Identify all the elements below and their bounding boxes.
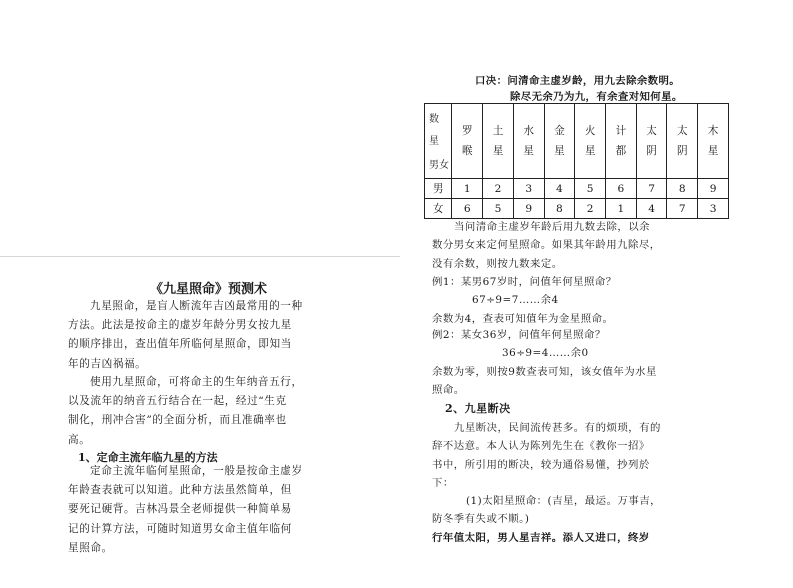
star-header-cell bbox=[544, 104, 575, 179]
star-header-cell bbox=[575, 104, 606, 179]
table-cell: 5 bbox=[575, 179, 606, 199]
table-cell: 2 bbox=[483, 179, 514, 199]
text-line: 年的吉凶祸福。 bbox=[68, 357, 147, 370]
row-label: 女 bbox=[425, 199, 452, 219]
male-row bbox=[425, 179, 729, 199]
section1-paragraph bbox=[68, 462, 368, 558]
star-header-cell bbox=[606, 104, 637, 179]
example-question: 例2：某女36岁，问值年何星照命？ bbox=[432, 329, 606, 341]
text-line: (1)太阳星照命：(吉星，最运。万事吉， bbox=[466, 495, 662, 507]
text-line: 没有余数，则按九数来定。 bbox=[432, 257, 563, 270]
text-line: 九星断决，民间流传甚多。有的烦琐，有的 bbox=[454, 422, 661, 434]
table-cell: 8 bbox=[667, 179, 698, 199]
star-header-cell bbox=[513, 104, 544, 179]
example-answer: 余数为零，则按9数查表可知，该女值年为水星 bbox=[432, 365, 657, 378]
table-cell: 1 bbox=[452, 179, 483, 199]
text-line: 定命主流年临何星照命，一般是按命主虚岁 bbox=[90, 465, 303, 477]
example-answer: 余数为4，查表可知值年为金星照命。 bbox=[432, 312, 614, 325]
text-line: 数分男女来定何星照命。如果其年龄用九除尽， bbox=[432, 239, 661, 252]
text-line: 九星照命，是盲人断流年吉凶最常用的一种 bbox=[90, 300, 303, 312]
star-name: 计都 bbox=[615, 125, 627, 157]
section2-paragraph bbox=[432, 419, 782, 493]
star-name: 水星 bbox=[523, 125, 534, 157]
table-cell: 4 bbox=[544, 179, 575, 199]
corner-label: 数 bbox=[429, 114, 439, 125]
text-line: 方法。此法是按命主的虚岁年龄分男女按九星 bbox=[68, 319, 292, 332]
female-row bbox=[425, 199, 729, 219]
text-line: 当问清命主虚岁年龄后用九数去除，以余 bbox=[454, 221, 651, 233]
scan-edge bbox=[0, 256, 400, 257]
star-header-cell bbox=[636, 104, 667, 179]
table-cell: 6 bbox=[606, 179, 637, 199]
table-cell: 5 bbox=[483, 199, 514, 219]
table-cell: 9 bbox=[513, 199, 544, 219]
intro-paragraph bbox=[68, 297, 368, 374]
text-line: 防冬季有失或不顺。) bbox=[432, 513, 530, 526]
corner-label: 星 bbox=[429, 136, 439, 147]
text-line: 下： bbox=[432, 477, 454, 490]
nine-star-table bbox=[424, 103, 729, 219]
table-cell: 6 bbox=[452, 199, 483, 219]
table-cell: 1 bbox=[606, 199, 637, 219]
example-1 bbox=[432, 273, 782, 328]
star-header-cell bbox=[698, 104, 729, 179]
text-line: 使用九星照命，可将命主的生年纳音五行， bbox=[90, 376, 303, 388]
table-cell: 4 bbox=[636, 199, 667, 219]
star-name: 太阴 bbox=[646, 125, 657, 157]
section2-heading: 2、九星断决 bbox=[445, 402, 511, 415]
star-name: 火星 bbox=[584, 125, 596, 157]
star-name: 木星 bbox=[707, 125, 719, 157]
star-name: 太阴 bbox=[677, 125, 688, 157]
text-line: 书中，所引用的断决，较为通俗易懂，抄列於 bbox=[432, 458, 650, 471]
star-name: 土星 bbox=[492, 125, 504, 157]
formula-line-1: 口决：问清命主虚岁龄，用九去除余数明。 bbox=[475, 75, 681, 87]
example-calculation: 67÷9=7……余4 bbox=[472, 294, 559, 307]
usage-paragraph bbox=[68, 373, 368, 450]
example-2 bbox=[432, 326, 782, 400]
example-calculation: 36÷9=4……余0 bbox=[502, 347, 589, 360]
table-cell: 7 bbox=[636, 179, 667, 199]
item-1 bbox=[432, 492, 782, 529]
row-label: 男 bbox=[425, 179, 452, 199]
table-cell: 7 bbox=[667, 199, 698, 219]
text-line: 辞不达意。本人认为陈列先生在《教你一招》 bbox=[432, 440, 650, 453]
text-line: 制化，刑冲合害”的全面分析，而且准确率也 bbox=[68, 414, 287, 427]
text-line: 年龄查表就可以知道。此种方法虽然简单，但 bbox=[68, 484, 292, 497]
formula-line-2: 除尽无余乃为九，有余查对知何星。 bbox=[510, 91, 683, 103]
corner-label: 男女 bbox=[429, 160, 449, 171]
text-line: 以及流年的纳音五行结合在一起，经过“生克 bbox=[68, 395, 287, 408]
star-header-row bbox=[425, 104, 729, 179]
section1-heading: 1、定命主流年临九星的方法 bbox=[78, 451, 218, 464]
table-cell: 3 bbox=[513, 179, 544, 199]
text-line: 的顺序排出，查出值年所临何星照命，即知当 bbox=[68, 338, 292, 351]
example-answer: 照命。 bbox=[432, 384, 465, 397]
star-header-cell bbox=[452, 104, 483, 179]
table-cell: 8 bbox=[544, 199, 575, 219]
item-1-verse: 行年值太阳，男人星吉祥。添人又进口，终岁 bbox=[432, 532, 650, 544]
star-name: 罗喉 bbox=[461, 125, 473, 157]
star-header-cell bbox=[483, 104, 514, 179]
text-line: 要死记硬背。吉林冯景全老师提供一种简单易 bbox=[68, 503, 292, 516]
star-name: 金星 bbox=[554, 125, 565, 157]
table-corner-cell bbox=[425, 104, 452, 179]
table-cell: 2 bbox=[575, 199, 606, 219]
table-cell: 3 bbox=[698, 199, 729, 219]
text-line: 星照命。 bbox=[68, 541, 113, 554]
page-title: 《九星照命》预测术 bbox=[150, 282, 268, 297]
table-cell: 9 bbox=[698, 179, 729, 199]
intro-explanation bbox=[432, 218, 782, 273]
example-question: 例1：某男67岁时，问值年何星照命？ bbox=[432, 276, 617, 288]
text-line: 记的计算方法，可随时知道男女命主值年临何 bbox=[68, 522, 292, 535]
text-line: 高。 bbox=[68, 433, 91, 446]
star-header-cell bbox=[667, 104, 698, 179]
